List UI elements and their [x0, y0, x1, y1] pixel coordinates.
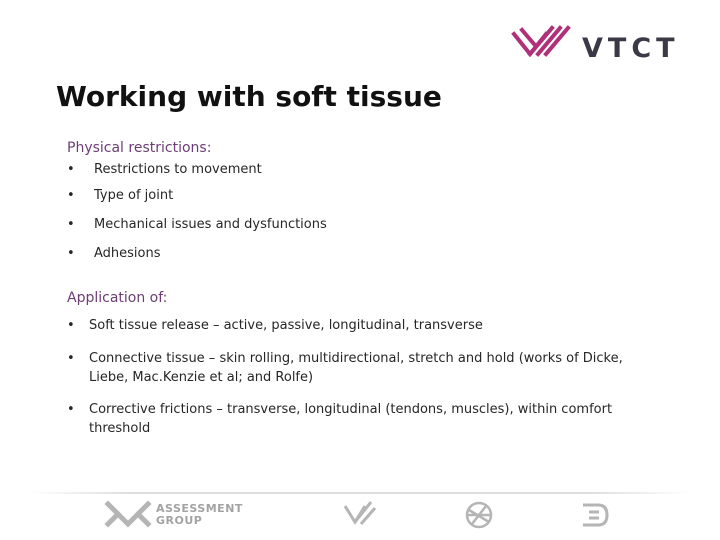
bullet-icon: • — [67, 318, 75, 333]
list-item-text: Soft tissue release – active, passive, longitudinal, transverse — [89, 318, 483, 333]
bullet-icon: • — [67, 188, 75, 203]
vtct-logo — [510, 24, 680, 64]
list-item-text: Restrictions to movement — [94, 162, 262, 177]
list-item-text: Mechanical issues and dysfunctions — [94, 217, 327, 232]
assessment-group-wordmark — [156, 503, 243, 527]
list-item-text: Adhesions — [94, 246, 161, 261]
globe-icon — [464, 500, 494, 530]
assessment-group-line1: ASSESSMENT — [156, 502, 243, 515]
bullet-icon: • — [67, 246, 75, 261]
list-item-text: Type of joint — [94, 188, 174, 203]
section-heading-application-of: Application of: — [67, 290, 168, 306]
bullet-icon: • — [67, 162, 75, 177]
itec-logo-icon — [580, 501, 610, 529]
vtct-wordmark: VTCT — [582, 33, 680, 64]
bullet-icon: • — [67, 402, 75, 417]
footer-divider — [30, 492, 690, 494]
page-title: Working with soft tissue — [56, 80, 442, 113]
bullet-icon: • — [67, 217, 75, 232]
assessment-group-logo — [104, 498, 152, 530]
section-heading-physical-restrictions: Physical restrictions: — [67, 140, 212, 156]
vtct-mark-icon — [343, 500, 377, 528]
bullet-icon: • — [67, 351, 75, 366]
list-item-text: Corrective frictions – transverse, longitudinal (tendons, muscles), within comfort threshold — [89, 402, 613, 436]
list-item-text: Connective tissue – skin rolling, multidirectional, stretch and hold (works of Dicke, Liebe, Mac.Kenzie et al; and Rolfe) — [89, 351, 623, 385]
vtct-mark-icon — [510, 24, 574, 64]
assessment-group-line2: GROUP — [156, 514, 203, 527]
